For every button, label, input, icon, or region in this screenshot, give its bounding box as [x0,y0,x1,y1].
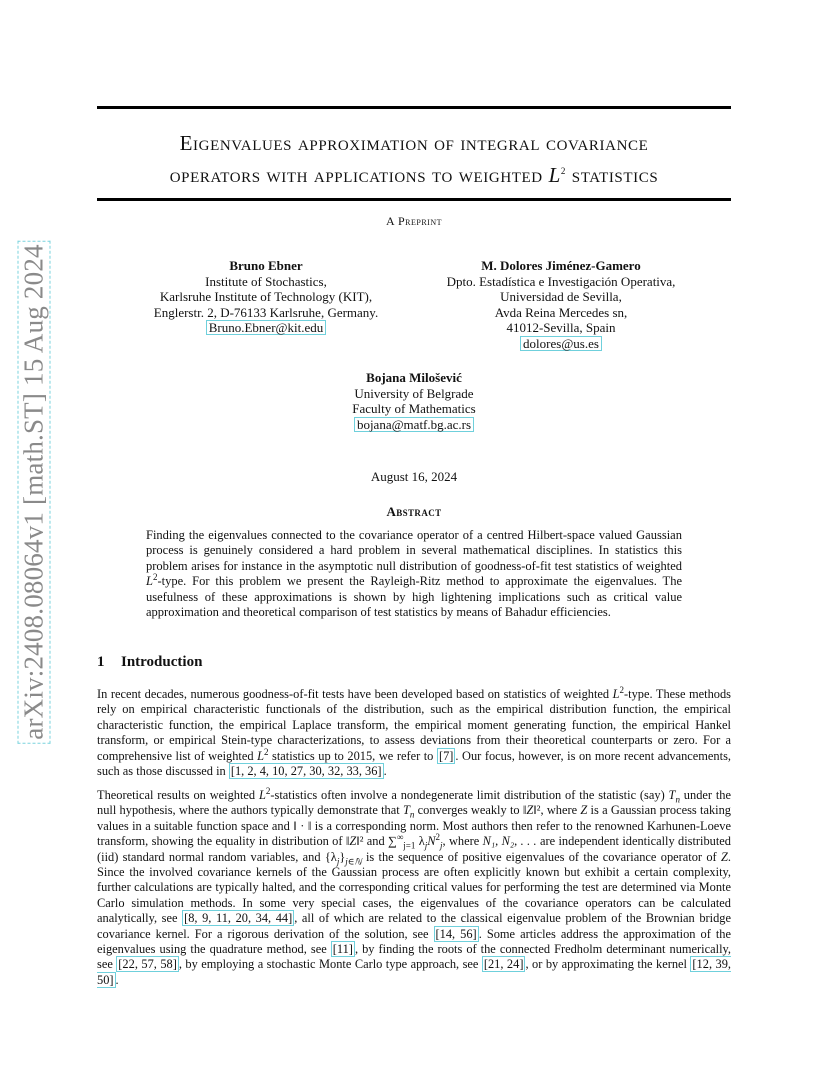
citation-link[interactable]: [12, 39, 50] [97,957,731,987]
abstract-heading: Abstract [386,504,442,519]
title-top-rule [97,106,731,109]
section-number: 1 [97,654,105,670]
author-affiliation-line: Englerstr. 2, D-76133 Karlsruhe, Germany. [153,304,379,320]
citation-link[interactable]: [1, 2, 4, 10, 27, 30, 32, 33, 36] [230,764,382,779]
paragraph-text: . Our focus, however, is on more recent advancements, such as those discussed in [97,748,731,779]
paragraph-text: under the null hypothesis, where the authors typically demonstrate that [97,788,732,818]
preprint-label: A Preprint [385,214,442,228]
math-j: j [424,840,428,851]
paragraph-text: statistics up to 2015, we refer to [268,748,437,763]
author-affiliation-line: Avda Reina Mercedes sn, [494,304,628,320]
paragraph-text: ‖², where [533,803,581,818]
paper-title [97,127,731,191]
paragraph-text: are independent identically distributed (iid) standard normal random variables, and {λ [97,834,731,864]
title-math-sup: 2 [560,166,566,176]
abstract-text: Finding the eigenvalues connected to the covariance operator of a centred Hilbert-space valued Gaussian process is genuinely considered a hard problem in several mathematical disciplines. In statistics this problem arises for instance in the asymptotic null distribution of goodness-of-fit test statistics of weighted [146,528,682,573]
math-sup: 2 [152,572,158,583]
citation-link[interactable]: [14, 56] [435,926,477,941]
math-sup: 2 [435,832,440,843]
paragraph-text: } [339,849,346,864]
math-T: T [668,788,676,802]
author-email-link[interactable]: bojana@matf.bg.ac.rs [354,417,474,432]
math-sup: 2 [264,746,269,757]
author-affiliation-line: Dpto. Estadística e Investigación Operativa, [446,273,676,289]
math-sum-sup: ∞ [396,832,404,843]
author-email-link[interactable]: dolores@us.es [520,336,602,351]
section-title: Introduction [121,654,203,670]
paragraph-text: , or by approximating the kernel [525,957,691,972]
paragraph-text: . [115,972,119,987]
author-affiliation-line: Universidad de Sevilla, [500,289,622,304]
author-email-link[interactable]: Bruno.Ebner@kit.edu [206,320,327,335]
math-T: T [402,803,410,818]
math-j: j [336,856,340,867]
citation-link[interactable]: [7] [438,748,454,763]
math-Z: Z [720,849,728,864]
paragraph-text: , by finding the roots of the connected Fredholm determinant numerically, see [97,942,731,972]
math-j: j [440,840,443,851]
math-sum-sub: j=1 [403,840,416,851]
paragraph-text: . Since the involved covariance kernels of the Gaussian process are often explicitly known but exhibit a certain complexity, further calculations are typically halted, and the corresponding critical values for performing the test are determined via Monte Carlo simulation methods. In some very special cases, the eigenvalues of the covariance operators can be calculated analytically, see [97,849,731,926]
citation-link[interactable]: [8, 9, 11, 20, 34, 44] [184,911,293,926]
citation-link[interactable]: [11] [332,942,353,957]
math-n: n [409,809,415,820]
intro-paragraph-2 [97,785,732,988]
math-N: N [427,834,436,849]
author-affiliation-line: University of Belgrade [354,385,474,401]
title-line-1: Eigenvalues approximation of integral covariance [179,131,649,155]
author-block-ebner [135,258,397,336]
math-L: L [612,687,620,701]
author-affiliation-line: Faculty of Mathematics [352,401,476,416]
intro-paragraph-1 [97,684,731,779]
author-name: Bojana Milošević [366,370,462,385]
paragraph-text: -statistics often involve a nondegenerate limit distribution of the statistic (say) [270,788,669,802]
author-name: M. Dolores Jiménez-Gamero [481,258,641,273]
section-heading [97,654,202,671]
author-affiliation-line: 41012-Sevilla, Spain [506,320,616,335]
paragraph-text: Theoretical results on weighted [97,788,259,802]
paragraph-text: converges weakly to ‖ [414,803,527,818]
author-name: Bruno Ebner [229,258,303,273]
title-bottom-rule [97,198,731,201]
citation-link[interactable]: [21, 24] [483,957,524,972]
paragraph-text: , where [442,834,483,849]
paper-date: August 16, 2024 [370,469,458,484]
math-j-in-N: j∈ℕ [345,856,362,867]
math-sup: 2 [265,785,271,796]
abstract-body [146,528,682,620]
math-N-sequence: N₁, N₂, . . . [482,834,537,849]
author-block-milosevic [314,370,514,432]
math-Z: Z [526,803,534,818]
title-math-L: L [548,163,561,187]
title-line-2-text: operators with applications to weighted [169,163,549,187]
title-line-2 [97,159,731,191]
arxiv-identifier[interactable] [16,236,52,748]
math-L: L [257,748,264,763]
citation-link[interactable]: [22, 57, 58] [118,957,177,972]
arxiv-identifier-text[interactable]: arXiv:2408.08064v1 [math.ST] 15 Aug 2024 [18,240,51,743]
paragraph-text: -type. These methods rely on empirical characteristic functionals of the distribution, such as the empirical distribution function, the empirical characteristic function, the empirical Laplace transform, the empirical moment generating function, the empirical Hankel transform, or empirical Stein-type characterizations, to assess deviations from their theoretical counterparts or zero. For a comprehensive list of weighted [97,687,731,763]
math-Z: Z [349,834,357,849]
author-affiliation-line: Karlsruhe Institute of Technology (KIT), [159,289,373,304]
paragraph-text: ‖² and ∑ [356,834,397,849]
paragraph-text: . Some articles address the approximation of the eigenvalues using the quadrature method, see [97,926,731,957]
paragraph-text: , by employing a stochastic Monte Carlo type approach, see [178,957,482,972]
math-sup: 2 [619,684,625,695]
paragraph-text: , all of which are related to the classical eigenvalue problem of the Brownian bridge covariance kernel. For a rigorous derivation of the solution, see [97,911,731,941]
paragraph-text: . [383,764,387,779]
math-L: L [146,574,153,589]
author-block-jimenez-gamero [430,258,692,351]
math-n: n [675,794,680,805]
paragraph-text: is a Gaussian process taking values in a suitable function space and ‖ · ‖ is a corresponding norm. Most authors then refer to the renowned Karhunen-Loeve transform, showing the equality in distribution of ‖ [97,803,731,849]
paragraph-text: In recent decades, numerous goodness-of-fit tests have been developed based on statistics of weighted [97,687,613,701]
title-line-2-end: statistics [565,163,659,187]
author-affiliation-line: Institute of Stochastics, [205,273,327,289]
math-L: L [258,788,266,802]
paragraph-text: is the sequence of positive eigenvalues of the covariance operator of [361,849,721,864]
paragraph-text: λ [415,834,425,849]
abstract-text: -type. For this problem we present the Rayleigh-Ritz method to approximate the eigenvalues. The usefulness of these approximations is shown by high lightening implications such as critical value approximation and theoretical comparison of test statistics by means of Bahadur efficiencies. [146,574,682,620]
math-Z: Z [580,803,588,818]
